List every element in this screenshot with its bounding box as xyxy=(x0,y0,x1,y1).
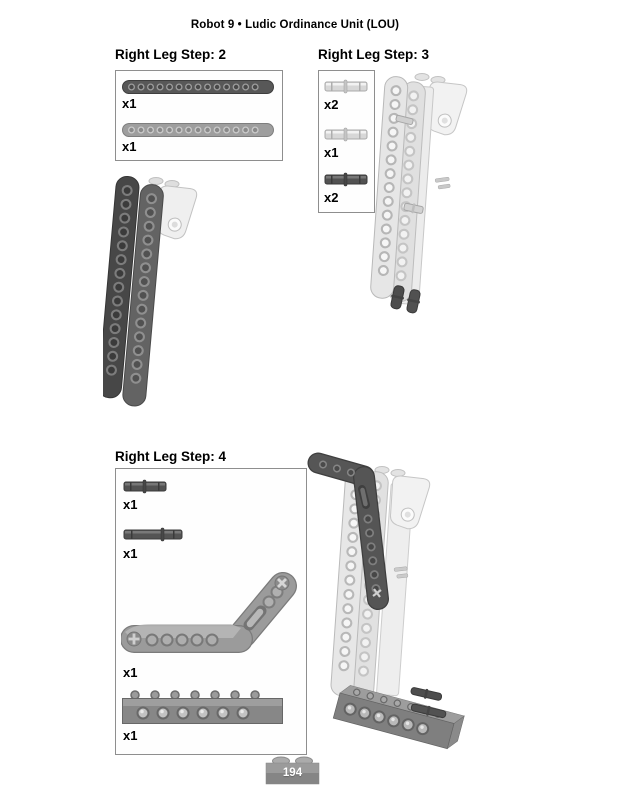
white-connector-part xyxy=(386,474,431,531)
part-qty: x1 xyxy=(122,96,137,111)
light-pin-part xyxy=(435,177,450,189)
step2-title: Right Leg Step: 2 xyxy=(115,47,226,62)
technic-pin-long-dark-gray-icon xyxy=(123,478,168,495)
part-qty: x2 xyxy=(324,97,339,112)
part-qty: x1 xyxy=(123,497,138,512)
technic-beam-15-gray-icon xyxy=(122,123,274,137)
part-qty: x1 xyxy=(123,546,138,561)
part-qty: x1 xyxy=(122,139,137,154)
part-qty: x1 xyxy=(123,665,138,680)
page-header-title: Robot 9 • Ludic Ordinance Unit (LOU) xyxy=(190,19,400,31)
step3-title: Right Leg Step: 3 xyxy=(318,47,429,62)
technic-brick-1x8-gray-icon xyxy=(122,690,284,725)
step4-parts-box xyxy=(115,468,307,755)
part-qty: x1 xyxy=(123,728,138,743)
part-qty: x1 xyxy=(324,145,339,160)
step2-assembly-image xyxy=(103,167,265,415)
technic-axle-pin-dark-gray-icon xyxy=(123,526,185,543)
part-qty: x2 xyxy=(324,190,339,205)
step3-assembly-image xyxy=(361,63,513,323)
technic-liftarm-bent-gray-icon xyxy=(121,566,303,664)
technic-beam-15-dark-gray-icon xyxy=(122,80,274,94)
step4-title: Right Leg Step: 4 xyxy=(115,449,226,464)
step4-assembly-image xyxy=(306,441,476,751)
step2-parts-box xyxy=(115,70,283,161)
page-number: 194 xyxy=(282,767,303,779)
